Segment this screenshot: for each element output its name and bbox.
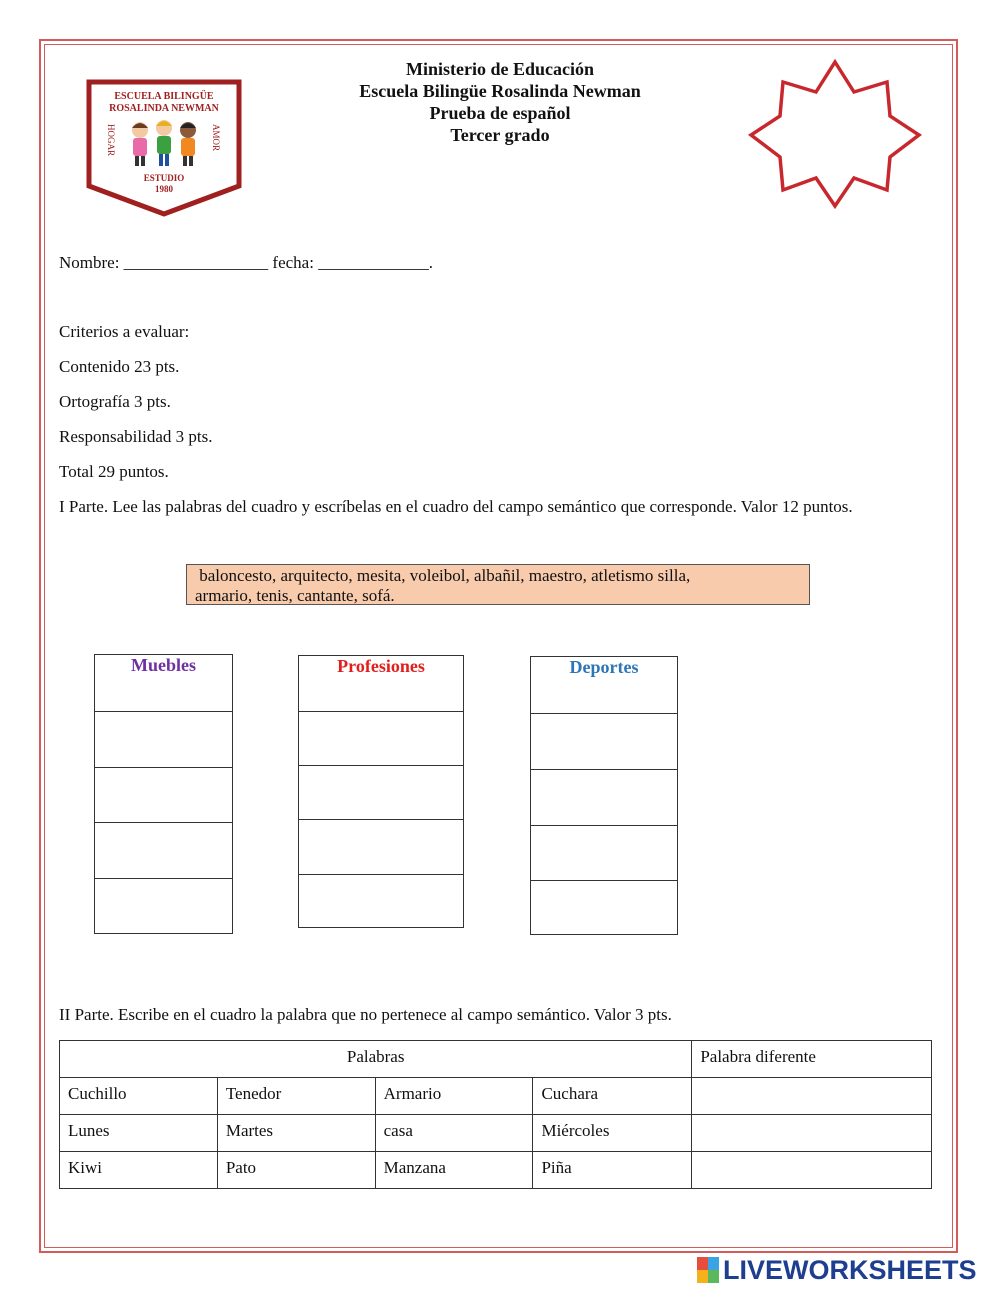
answer-box[interactable] bbox=[95, 878, 232, 933]
word-cell: Manzana bbox=[375, 1152, 533, 1189]
document-header bbox=[250, 58, 750, 146]
liveworksheets-badge-icon bbox=[697, 1257, 719, 1283]
word-cell: Tenedor bbox=[217, 1078, 375, 1115]
header-words: Palabras bbox=[60, 1041, 692, 1078]
header-test: Prueba de español bbox=[429, 103, 571, 123]
header-school: Escuela Bilingüe Rosalinda Newman bbox=[359, 81, 641, 101]
column-profesiones-title: Profesiones bbox=[337, 656, 425, 676]
answer-box[interactable] bbox=[531, 825, 677, 880]
criteria-spelling: Ortografía 3 pts. bbox=[59, 392, 171, 411]
table-row bbox=[60, 1115, 932, 1152]
answer-box[interactable] bbox=[95, 822, 232, 878]
word-cell: Kiwi bbox=[60, 1152, 218, 1189]
header-grade: Tercer grado bbox=[450, 125, 550, 145]
brand-name: LIVEWORKSHEETS bbox=[723, 1254, 977, 1285]
answer-box[interactable] bbox=[299, 874, 463, 927]
word-cell: Cuchillo bbox=[60, 1078, 218, 1115]
different-word-answer[interactable] bbox=[692, 1115, 932, 1152]
word-cell: Armario bbox=[375, 1078, 533, 1115]
grade-star-icon bbox=[747, 56, 923, 212]
table-row bbox=[60, 1078, 932, 1115]
logo-title-2: ROSALINDA NEWMAN bbox=[109, 103, 219, 114]
word-bank bbox=[186, 564, 810, 605]
column-muebles bbox=[94, 654, 233, 934]
criteria-total: Total 29 puntos. bbox=[59, 462, 169, 481]
answer-box[interactable] bbox=[531, 880, 677, 934]
answer-box[interactable] bbox=[95, 711, 232, 767]
table-header-row bbox=[60, 1041, 932, 1078]
word-cell: Cuchara bbox=[533, 1078, 692, 1115]
different-word-answer[interactable] bbox=[692, 1152, 932, 1189]
logo-right-word: AMOR bbox=[211, 124, 221, 152]
logo-bottom-2: 1980 bbox=[155, 184, 173, 194]
part2-instructions: II Parte. Escribe en el cuadro la palabra que no pertenece al campo semántico. Valor 3 pts. bbox=[59, 1005, 672, 1024]
column-deportes-title: Deportes bbox=[569, 657, 639, 677]
different-word-answer[interactable] bbox=[692, 1078, 932, 1115]
name-date-line[interactable]: Nombre: _________________ fecha: _____________. bbox=[59, 253, 433, 272]
criteria-title: Criterios a evaluar: bbox=[59, 322, 190, 341]
logo-left-word: HOGAR bbox=[106, 124, 116, 157]
word-cell: Miércoles bbox=[533, 1115, 692, 1152]
logo-title-1: ESCUELA BILINGÜE bbox=[114, 91, 214, 102]
answer-box[interactable] bbox=[299, 711, 463, 765]
header-ministry: Ministerio de Educación bbox=[406, 59, 594, 79]
word-cell: Martes bbox=[217, 1115, 375, 1152]
word-cell: Lunes bbox=[60, 1115, 218, 1152]
criteria-content: Contenido 23 pts. bbox=[59, 357, 180, 376]
column-deportes bbox=[530, 656, 678, 935]
answer-box[interactable] bbox=[299, 765, 463, 819]
word-bank-line-1: baloncesto, arquitecto, mesita, voleibol, albañil, maestro, atletismo silla, bbox=[195, 566, 691, 585]
column-muebles-title: Muebles bbox=[131, 655, 196, 675]
word-cell: Piña bbox=[533, 1152, 692, 1189]
word-bank-line-2: armario, tenis, cantante, sofá. bbox=[195, 586, 395, 605]
logo-bottom-1: ESTUDIO bbox=[143, 173, 185, 183]
header-different-word: Palabra diferente bbox=[692, 1041, 932, 1078]
word-cell: casa bbox=[375, 1115, 533, 1152]
table-row bbox=[60, 1152, 932, 1189]
answer-box[interactable] bbox=[95, 767, 232, 822]
word-cell: Pato bbox=[217, 1152, 375, 1189]
answer-box[interactable] bbox=[299, 819, 463, 874]
school-logo bbox=[85, 78, 243, 218]
answer-box[interactable] bbox=[531, 713, 677, 769]
liveworksheets-brand[interactable] bbox=[697, 1256, 977, 1284]
answer-box[interactable] bbox=[531, 769, 677, 825]
odd-word-table bbox=[59, 1040, 932, 1189]
column-profesiones bbox=[298, 655, 464, 928]
part1-instructions: I Parte. Lee las palabras del cuadro y escríbelas en el cuadro del campo semántico que corresponde. Valor 12 puntos. bbox=[59, 497, 853, 516]
criteria-responsibility: Responsabilidad 3 pts. bbox=[59, 427, 213, 446]
